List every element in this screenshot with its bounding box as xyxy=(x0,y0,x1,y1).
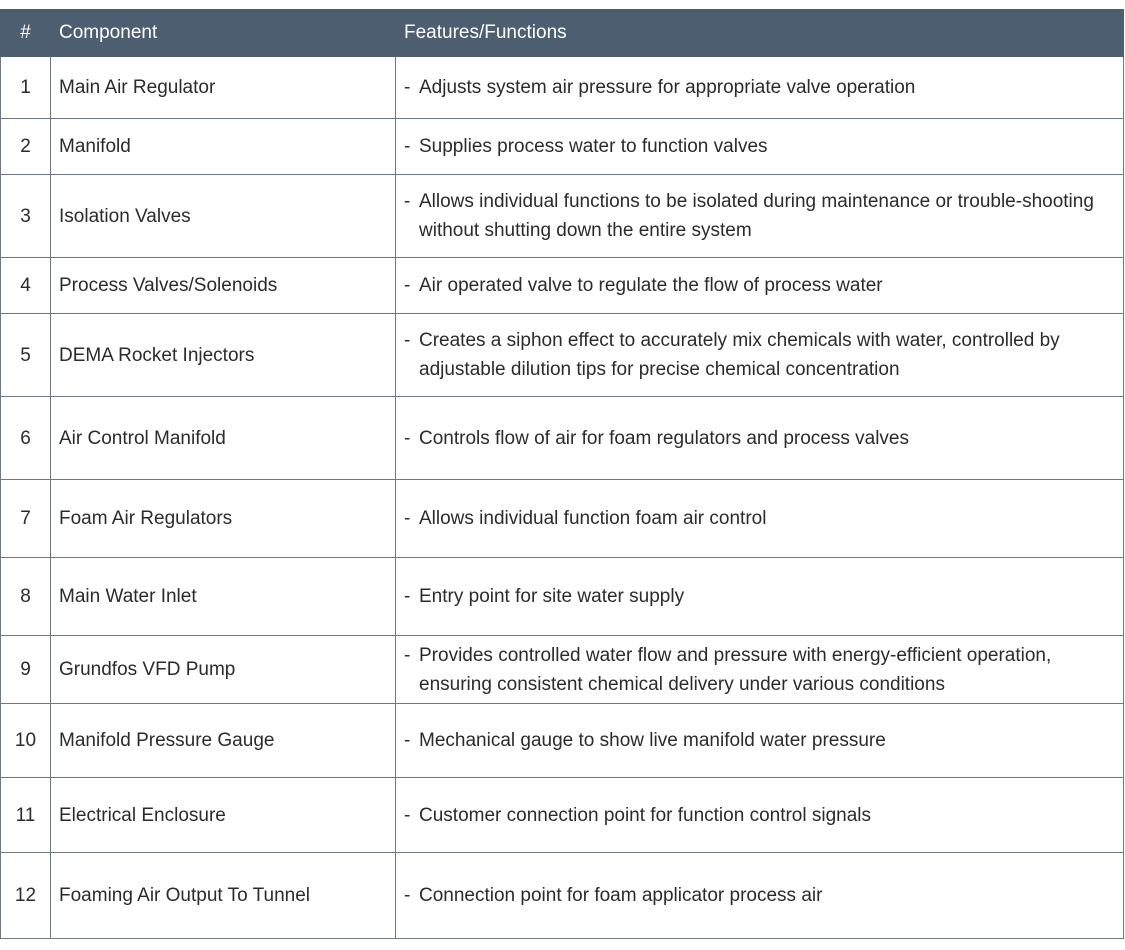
row-feature-text: Creates a siphon effect to accurately mix chemicals with water, controlled by adjustable dilution tips for precise chemical concentration xyxy=(419,330,1060,380)
row-number: 1 xyxy=(1,57,51,119)
row-feature-text: Mechanical gauge to show live manifold water pressure xyxy=(419,730,886,751)
table-row xyxy=(1,175,1124,258)
row-number: 11 xyxy=(1,778,51,853)
row-feature-cell xyxy=(396,704,1124,778)
row-component: Isolation Valves xyxy=(51,175,396,258)
bullet-dash: - xyxy=(404,644,411,666)
bullet-dash: - xyxy=(404,804,411,826)
bullet-dash: - xyxy=(404,275,411,296)
row-component: Manifold Pressure Gauge xyxy=(51,704,396,778)
row-feature-cell xyxy=(396,175,1124,258)
row-feature-text: Connection point for foam applicator process air xyxy=(419,885,823,906)
header-features: Features/Functions xyxy=(396,10,1124,57)
table-row xyxy=(1,704,1124,778)
bullet-dash: - xyxy=(404,508,411,529)
row-feature-cell xyxy=(396,397,1124,480)
table-row xyxy=(1,258,1124,314)
row-number: 2 xyxy=(1,119,51,175)
table-row xyxy=(1,119,1124,175)
row-number: 5 xyxy=(1,314,51,397)
table-row xyxy=(1,778,1124,853)
row-feature-text: Allows individual functions to be isolated during maintenance or trouble-shooting without shutting down the entire system xyxy=(419,191,1094,241)
row-component: Grundfos VFD Pump xyxy=(51,636,396,704)
row-component: Foaming Air Output To Tunnel xyxy=(51,853,396,939)
bullet-dash: - xyxy=(404,77,411,98)
header-component: Component xyxy=(51,10,396,57)
row-feature-cell xyxy=(396,258,1124,314)
row-feature-cell xyxy=(396,853,1124,939)
row-feature-cell xyxy=(396,314,1124,397)
row-number: 6 xyxy=(1,397,51,480)
row-feature-text: Provides controlled water flow and pressure with energy-efficient operation, ensuring consistent chemical delivery under various conditions xyxy=(419,644,1052,695)
row-component: Main Air Regulator xyxy=(51,57,396,119)
bullet-dash: - xyxy=(404,586,411,607)
row-number: 9 xyxy=(1,636,51,704)
row-number: 4 xyxy=(1,258,51,314)
row-feature-text: Air operated valve to regulate the flow of process water xyxy=(419,275,883,296)
row-component: DEMA Rocket Injectors xyxy=(51,314,396,397)
row-feature-text: Controls flow of air for foam regulators and process valves xyxy=(419,427,909,449)
row-feature-cell xyxy=(396,636,1124,704)
row-feature-cell xyxy=(396,57,1124,119)
row-component: Main Water Inlet xyxy=(51,558,396,636)
table-row xyxy=(1,397,1124,480)
component-table-container xyxy=(0,9,1124,939)
row-feature-text: Customer connection point for function control signals xyxy=(419,804,872,826)
row-component: Process Valves/Solenoids xyxy=(51,258,396,314)
row-number: 3 xyxy=(1,175,51,258)
row-feature-text: Adjusts system air pressure for appropriate valve operation xyxy=(419,77,916,98)
row-number: 12 xyxy=(1,853,51,939)
row-number: 10 xyxy=(1,704,51,778)
component-table xyxy=(0,9,1124,939)
header-number: # xyxy=(1,10,51,57)
row-component: Foam Air Regulators xyxy=(51,480,396,558)
row-number: 8 xyxy=(1,558,51,636)
table-row xyxy=(1,558,1124,636)
row-feature-text: Entry point for site water supply xyxy=(419,586,685,607)
row-number: 7 xyxy=(1,480,51,558)
table-row xyxy=(1,57,1124,119)
row-component: Electrical Enclosure xyxy=(51,778,396,853)
row-feature-text: Allows individual function foam air control xyxy=(419,508,767,529)
row-component: Air Control Manifold xyxy=(51,397,396,480)
row-feature-cell xyxy=(396,778,1124,853)
table-row xyxy=(1,636,1124,704)
row-feature-text: Supplies process water to function valves xyxy=(419,136,768,157)
table-header-row xyxy=(1,10,1124,57)
bullet-dash: - xyxy=(404,885,411,906)
table-row xyxy=(1,480,1124,558)
bullet-dash: - xyxy=(404,191,411,212)
bullet-dash: - xyxy=(404,730,411,751)
row-feature-cell xyxy=(396,119,1124,175)
row-component: Manifold xyxy=(51,119,396,175)
bullet-dash: - xyxy=(404,136,411,157)
table-body xyxy=(1,57,1124,939)
row-feature-cell xyxy=(396,558,1124,636)
row-feature-cell xyxy=(396,480,1124,558)
bullet-dash: - xyxy=(404,427,411,449)
table-row xyxy=(1,314,1124,397)
table-row xyxy=(1,853,1124,939)
bullet-dash: - xyxy=(404,330,411,351)
